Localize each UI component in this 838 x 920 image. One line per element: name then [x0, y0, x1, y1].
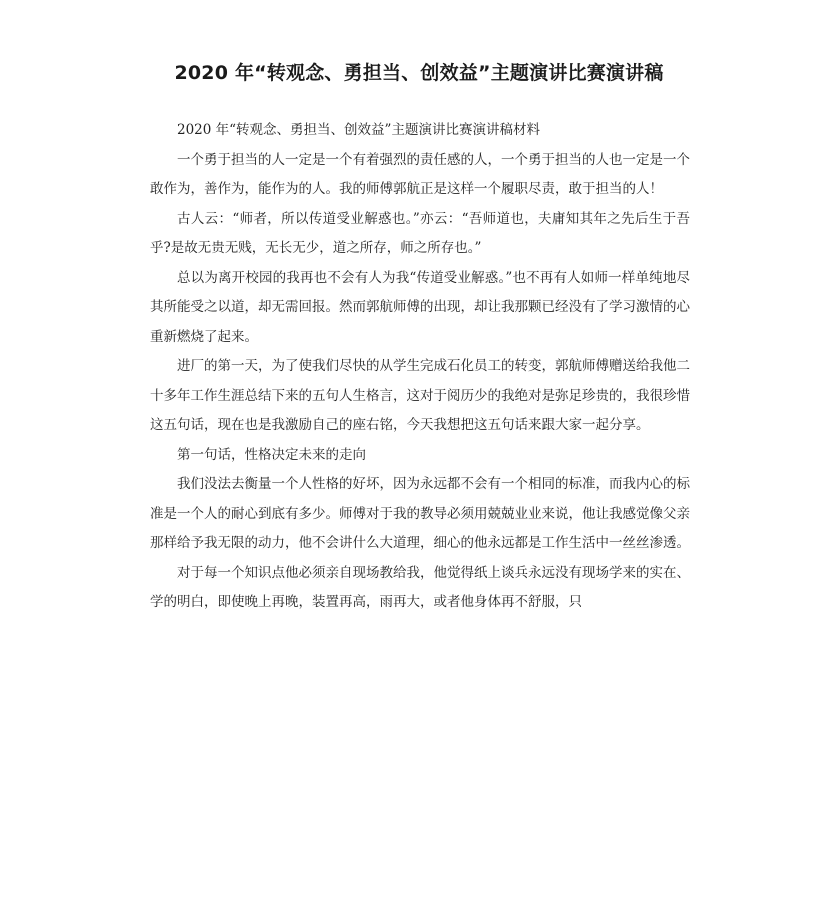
document-title: 2020 年“转观念、勇担当、创效益”主题演讲比赛演讲稿 — [174, 62, 664, 84]
paragraph: 古人云：“师者，所以传道受业解惑也。”亦云：“吾师道也，夫庸知其年之先后生于吾乎?是故无贵无贱，无长无少，道之所存，师之所存也。” — [150, 210, 690, 256]
paragraph-subtitle: 2020 年“转观念、勇担当、创效益”主题演讲比赛演讲稿材料 — [177, 122, 540, 138]
paragraph: 对于每一个知识点他必须亲自现场教给我，他觉得纸上谈兵永远没有现场学来的实在、学的明白，即使晚上再晚，装置再高，雨再大，或者他身体再不舒服，只 — [150, 564, 690, 610]
paragraph: 进厂的第一天，为了使我们尽快的从学生完成石化员工的转变，郭航师傅赠送给我他二十多年工作生涯总结下来的五句人生格言，这对于阅历少的我绝对是弥足珍贵的，我很珍惜这五句话，现在也是我激励自己的座右铭，今天我想把这五句话来跟大家一起分享。 — [150, 358, 690, 433]
document-body — [150, 116, 690, 618]
paragraph: 我们没法去衡量一个人性格的好坏，因为永远都不会有一个相同的标准，而我内心的标准是一个人的耐心到底有多少。师傅对于我的教导必须用兢兢业业来说，他让我感觉像父亲那样给予我无限的动力，他不会讲什么大道理，细心的他永远都是工作生活中一丝丝渗透。 — [150, 476, 690, 551]
section-heading: 第一句话，性格决定未来的走向 — [177, 446, 366, 463]
paragraph: 一个勇于担当的人一定是一个有着强烈的责任感的人，一个勇于担当的人也一定是一个敢作为，善作为，能作为的人。我的师傅郭航正是这样一个履职尽责，敢于担当的人！ — [150, 151, 690, 197]
paragraph: 总以为离开校园的我再也不会有人为我“传道受业解惑。”也不再有人如师一样单纯地尽其所能受之以道，却无需回报。然而郭航师傅的出现，却让我那颗已经没有了学习激情的心重新燃烧了起来。 — [150, 269, 690, 345]
